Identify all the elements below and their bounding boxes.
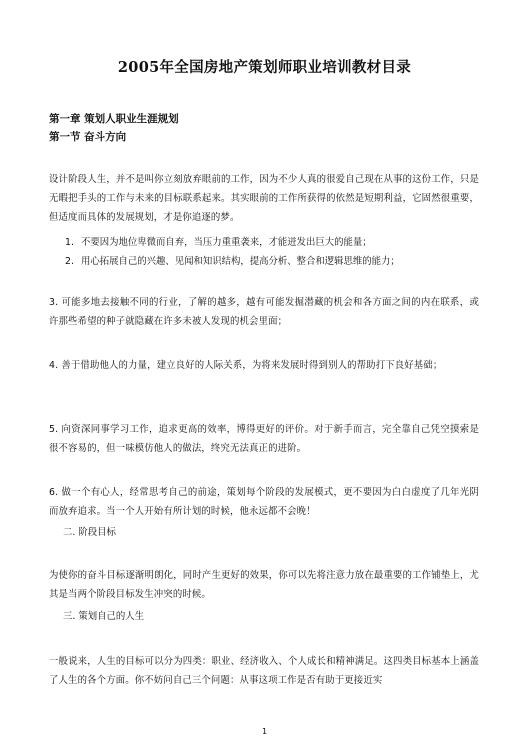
paragraph-4: 4. 善于借助他人的力量，建立良好的人际关系，为将来发展时得到别人的帮助打下良好基础； (49, 360, 443, 371)
list-item-text: 不要因为地位卑微而自弃，当压力重重袭来，才能迸发出巨大的能量； (81, 237, 372, 248)
intro-paragraph: 设计阶段人生，并不是叫你立刻放弃眼前的工作，因为不少人真的很爱自己现在从事的这份工作，只是无暇把手头的工作与未来的目标联系起来。其实眼前的工作所获得的依然是短期利益，它固然很重要，但适度而具体的发展规划，才是你追逐的梦。 (49, 174, 479, 223)
section-heading: 第一节 奋斗方向 (49, 131, 127, 143)
list-item (65, 233, 485, 252)
paragraph-6: 6. 做一个有心人，经常思考自己的前途，策划每个阶段的发展模式，更不要因为白白虚度了几年光阴而放弃追求。当一个人开始有所计划的时候，他永远都不会晚！ (49, 487, 479, 517)
paragraph-3: 3. 可能多地去接触不同的行业，了解的越多，越有可能发掘潜藏的机会和各方面之间的内在联系，或许那些希望的种子就隐藏在许多未被人发现的机会里面； (49, 297, 479, 327)
paragraph-7: 为使你的奋斗目标逐渐明朗化，同时产生更好的效果，你可以先将注意力放在最重要的工作铺垫上，尤其是当两个阶段目标发生冲突的时候。 (49, 570, 479, 600)
subsection-heading-3: 三. 策划自己的人生 (63, 611, 144, 622)
chapter-heading: 第一章 策划人职业生涯规划 (49, 113, 179, 125)
list-item-number: 2. (65, 256, 74, 267)
document-title: 2005年全国房地产策划师职业培训教材目录 (117, 59, 412, 76)
list-item-number: 1. (65, 237, 74, 248)
paragraph-5: 5. 向资深同事学习工作，追求更高的效率，博得更好的评价。对于新手而言，完全靠自己凭空摸索是很不容易的，但一味模仿他人的做法，终究无法真正的进阶。 (49, 424, 479, 454)
list-item (65, 252, 485, 271)
paragraph-8: 一般说来，人生的目标可以分为四类：职业、经济收入、个人成长和精神满足。这四类目标基本上涵盖了人生的各个方面。你不妨问自己三个问题：从事这项工作是否有助于更接近实 (49, 656, 479, 686)
page-number: 1 (261, 727, 268, 736)
list-item-text: 用心拓展自己的兴趣、见闻和知识结构，提高分析、整合和逻辑思维的能力； (81, 256, 400, 267)
subsection-heading-2: 二. 阶段目标 (63, 527, 116, 538)
